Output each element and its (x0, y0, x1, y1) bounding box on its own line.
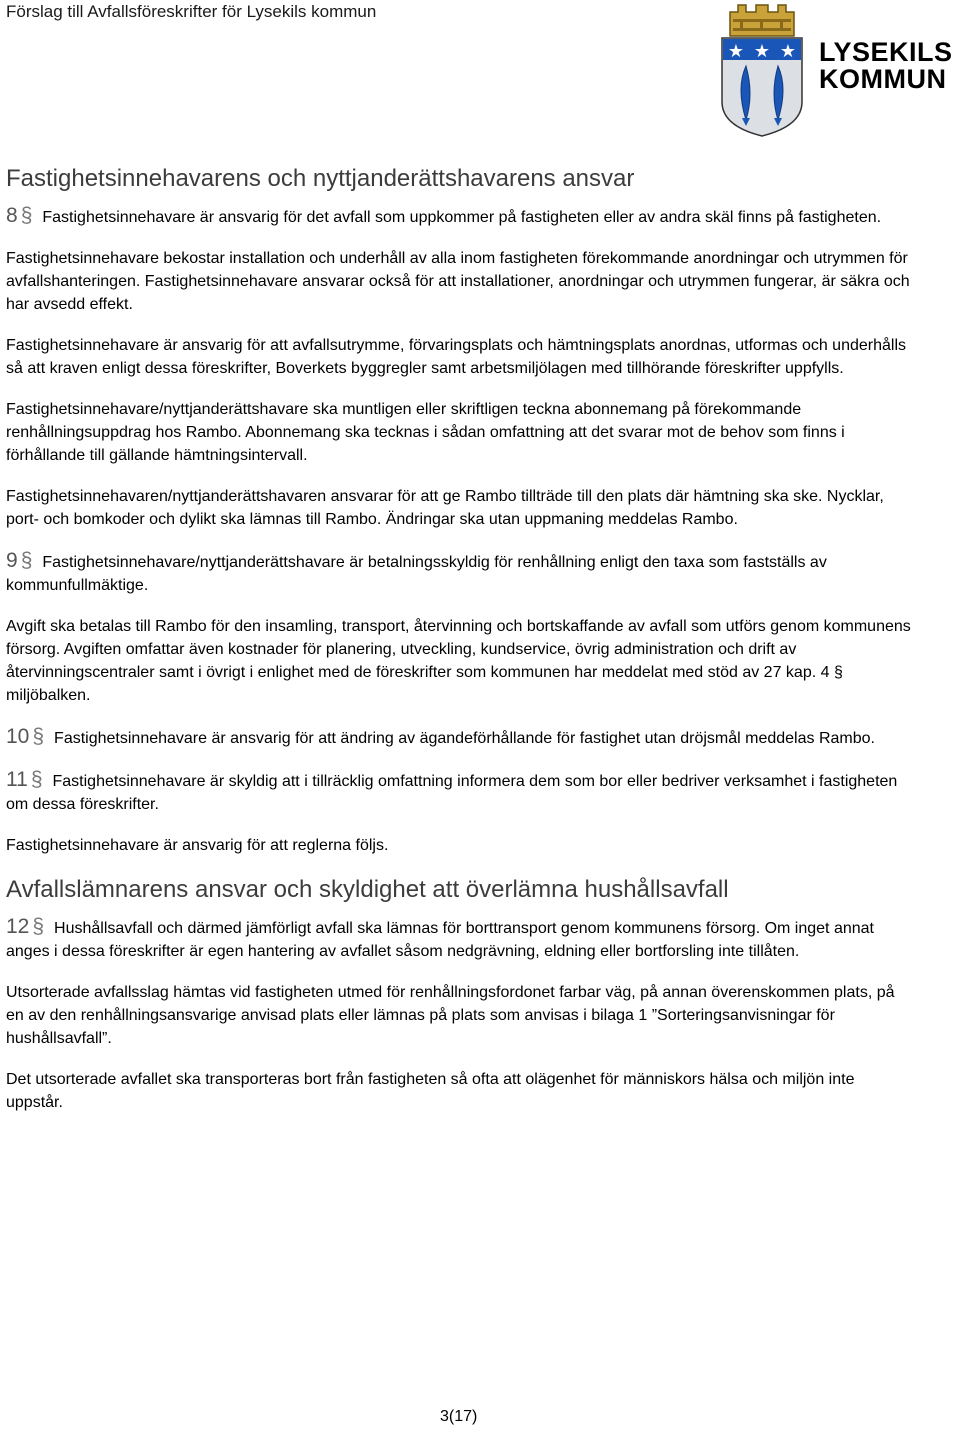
svg-text:★: ★ (779, 41, 797, 62)
paragraph-number: 9 (6, 549, 18, 572)
paragraph-10 (6, 725, 914, 750)
svg-text:★: ★ (753, 41, 771, 62)
paragraph-8c: Fastighetsinnehavare är ansvarig för att avfallsutrymme, förvaringsplats och hämtningsplats anordnas, utformas och underhålls så att kraven enligt dessa föreskrifter, Boverkets byggregler samt arbetsmiljölagen med tillhörande föreskrifter uppfylls. (6, 337, 907, 377)
paragraph-text: Fastighetsinnehavare är ansvarig för det avfall som uppkommer på fastigheten eller av andra skäl finns på fastigheten. (42, 209, 882, 226)
logo-text-line1: LYSEKILS (819, 37, 953, 67)
paragraph-8 (6, 204, 914, 229)
paragraph-9 (6, 549, 914, 597)
paragraph-number: 12 (6, 915, 30, 938)
section-sign-icon: § (30, 768, 43, 791)
paragraph-number: 10 (6, 725, 30, 748)
section-heading-obligation: Avfallslämnarens ansvar och skyldighet att överlämna hushållsavfall (6, 876, 729, 903)
paragraph-8b: Fastighetsinnehavare bekostar installation och underhåll av alla inom fastigheten förekommande anordningar och utrymmen för avfallshanteringen. Fastighetsinnehavare ansvarar också för att installationer, anordningar och utrymmen fungerar, är säkra och har avsedd effekt. (6, 250, 910, 313)
section-sign-icon: § (32, 725, 45, 748)
section-sign-icon: § (20, 204, 33, 227)
section-sign-icon: § (20, 549, 33, 572)
paragraph-text: Fastighetsinnehavare är ansvarig för att ändring av ägandeförhållande för fastighet utan dröjsmål meddelas Rambo. (54, 730, 875, 747)
coat-of-arms-icon (716, 2, 808, 138)
paragraph-8e: Fastighetsinnehavaren/nyttjanderättshavaren ansvarar för att ge Rambo tillträde till den plats där hämtning ska ske. Nycklar, port- och bomkoder och dylikt ska lämnas till Rambo. Ändringar ska utan uppmaning meddelas Rambo. (6, 488, 884, 528)
paragraph-number: 11 (6, 768, 28, 791)
svg-text:★: ★ (727, 41, 745, 62)
paragraph-11b: Fastighetsinnehavare är ansvarig för att reglerna följs. (6, 837, 389, 854)
section-sign-icon: § (32, 915, 45, 938)
lysekils-kommun-logo (716, 2, 960, 138)
paragraph-12 (6, 915, 914, 963)
paragraph-9b: Avgift ska betalas till Rambo för den insamling, transport, återvinning och bortskaffande av avfall som utförs genom kommunens försorg. Avgiften omfattar även kostnader för planering, utveckling, kundservice, övrig administration och drift av återvinningscentraler samt i övrigt i enlighet med de föreskrifter som kommunen har meddelat med stöd av 27 kap. 4 § miljöbalken. (6, 618, 911, 704)
paragraph-12c: Det utsorterade avfallet ska transporteras bort från fastigheten så ofta att olägenhet för människors hälsa och miljön inte uppstår. (6, 1071, 855, 1111)
paragraph-11 (6, 768, 914, 816)
section-heading-responsibility: Fastighetsinnehavarens och nyttjanderättshavarens ansvar (6, 165, 635, 192)
page-number: 3(17) (440, 1408, 478, 1425)
paragraph-8d: Fastighetsinnehavare/nyttjanderättshavare ska muntligen eller skriftligen teckna abonnemang på förekommande renhållningsuppdrag hos Rambo. Abonnemang ska tecknas i sådan omfattning att det svarar mot de behov som finns i förhållande till gällande hämtningsintervall. (6, 401, 845, 464)
document-header-title: Förslag till Avfallsföreskrifter för Lysekils kommun (6, 2, 377, 21)
document-body (6, 164, 914, 1132)
logo-text-line2: KOMMUN (819, 64, 947, 94)
paragraph-text: Hushållsavfall och därmed jämförligt avfall ska lämnas för borttransport genom kommunens försorg. Om inget annat anges i dessa föreskrifter är egen hantering av avfallet såsom nedgrävning, eldning eller bortforsling inte tillåten. (6, 920, 874, 960)
paragraph-text: Fastighetsinnehavare är skyldig att i tillräcklig omfattning informera dem som bor eller bedriver verksamhet i fastigheten om dessa föreskrifter. (6, 773, 898, 813)
paragraph-number: 8 (6, 204, 18, 227)
paragraph-12b: Utsorterade avfallsslag hämtas vid fastigheten utmed för renhållningsfordonet farbar väg, på annan överenskommen plats, på en av den renhållningsansvarige anvisad plats eller lämnas på plats som anvisas i bilaga 1 ”Sorteringsanvisningar för hushållsavfall”. (6, 984, 895, 1047)
paragraph-text: Fastighetsinnehavare/nyttjanderättshavare är betalningsskyldig för renhållning enligt den taxa som fastställs av kommunfullmäktige. (6, 554, 827, 594)
